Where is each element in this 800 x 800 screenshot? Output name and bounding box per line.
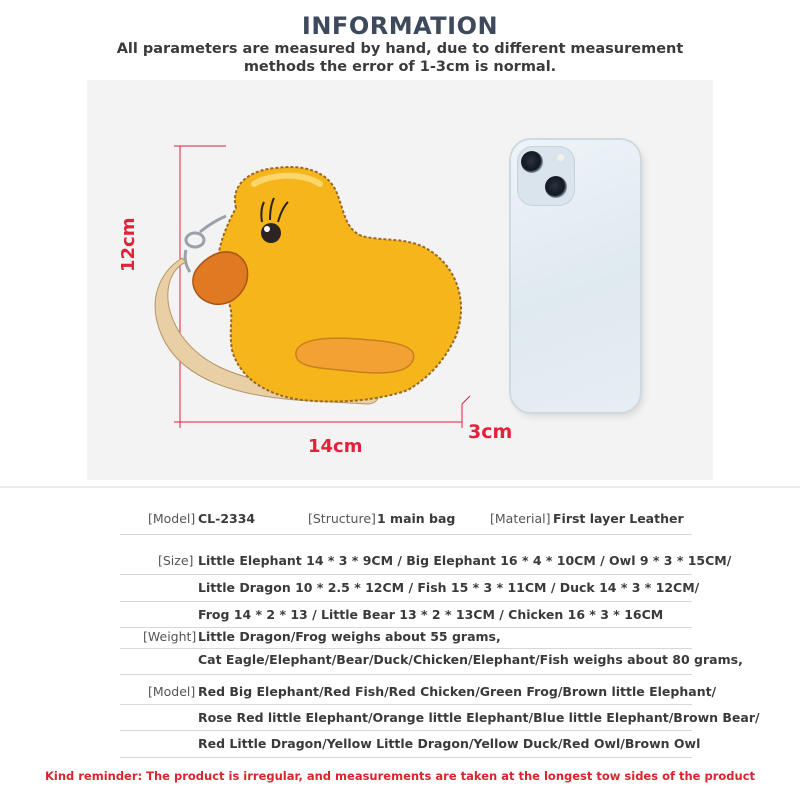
row-divider xyxy=(120,730,692,731)
model2-line-3: Red Little Dragon/Yellow Little Dragon/Yellow Duck/Red Owl/Brown Owl xyxy=(198,736,701,751)
row-divider xyxy=(120,534,692,535)
row-divider xyxy=(120,627,692,628)
kind-reminder: Kind reminder: The product is irregular, and measurements are taken at the longest tow sides of the product xyxy=(44,769,756,783)
weight-line-1: Little Dragon/Frog weighs about 55 grams, xyxy=(198,629,501,644)
row-divider xyxy=(120,757,692,758)
dimension-depth-label: 3cm xyxy=(468,421,513,443)
weight-line-2: Cat Eagle/Elephant/Bear/Duck/Chicken/Elephant/Fish weighs about 80 grams, xyxy=(198,652,743,667)
phone-reference-image xyxy=(511,140,640,412)
structure-label: [Structure] xyxy=(308,511,376,526)
size-line-3: Frog 14 * 2 * 13 / Little Bear 13 * 2 * 13CM / Chicken 16 * 3 * 16CM xyxy=(198,607,664,622)
size-line-1: Little Elephant 14 * 3 * 9CM / Big Elephant 16 * 4 * 10CM / Owl 9 * 3 * 15CM/ xyxy=(198,553,732,568)
page-title: INFORMATION xyxy=(301,12,499,40)
model2-line-1: Red Big Elephant/Red Fish/Red Chicken/Green Frog/Brown little Elephant/ xyxy=(198,684,717,699)
camera-lens-icon xyxy=(545,176,567,198)
row-divider xyxy=(120,574,692,575)
size-line-2: Little Dragon 10 * 2.5 * 12CM / Fish 15 * 3 * 11CM / Duck 14 * 3 * 12CM/ xyxy=(198,580,700,595)
row-divider xyxy=(120,648,692,649)
weight-label: [Weight] xyxy=(143,629,197,644)
dimension-width-label: 14cm xyxy=(308,436,363,457)
material-label: [Material] xyxy=(490,511,551,526)
model-label: [Model] xyxy=(148,511,196,526)
row-divider xyxy=(120,601,692,602)
row-divider xyxy=(120,704,692,705)
structure-value: 1 main bag xyxy=(377,511,456,526)
material-value: First layer Leather xyxy=(553,511,684,526)
section-divider xyxy=(0,486,800,488)
subtitle-line-2: methods the error of 1-3cm is normal. xyxy=(243,59,557,75)
flash-icon xyxy=(557,154,564,161)
model2-label: [Model] xyxy=(148,684,196,699)
dimension-height-label: 12cm xyxy=(118,217,139,272)
size-label: [Size] xyxy=(158,553,194,568)
subtitle-line-1: All parameters are measured by hand, due to different measurement xyxy=(116,41,684,57)
phone-camera-module xyxy=(517,146,575,206)
model-value: CL-2334 xyxy=(198,511,256,526)
camera-lens-icon xyxy=(521,151,543,173)
model2-line-2: Rose Red little Elephant/Orange little Elephant/Blue little Elephant/Brown Bear/ xyxy=(198,710,760,725)
row-divider xyxy=(120,674,692,675)
